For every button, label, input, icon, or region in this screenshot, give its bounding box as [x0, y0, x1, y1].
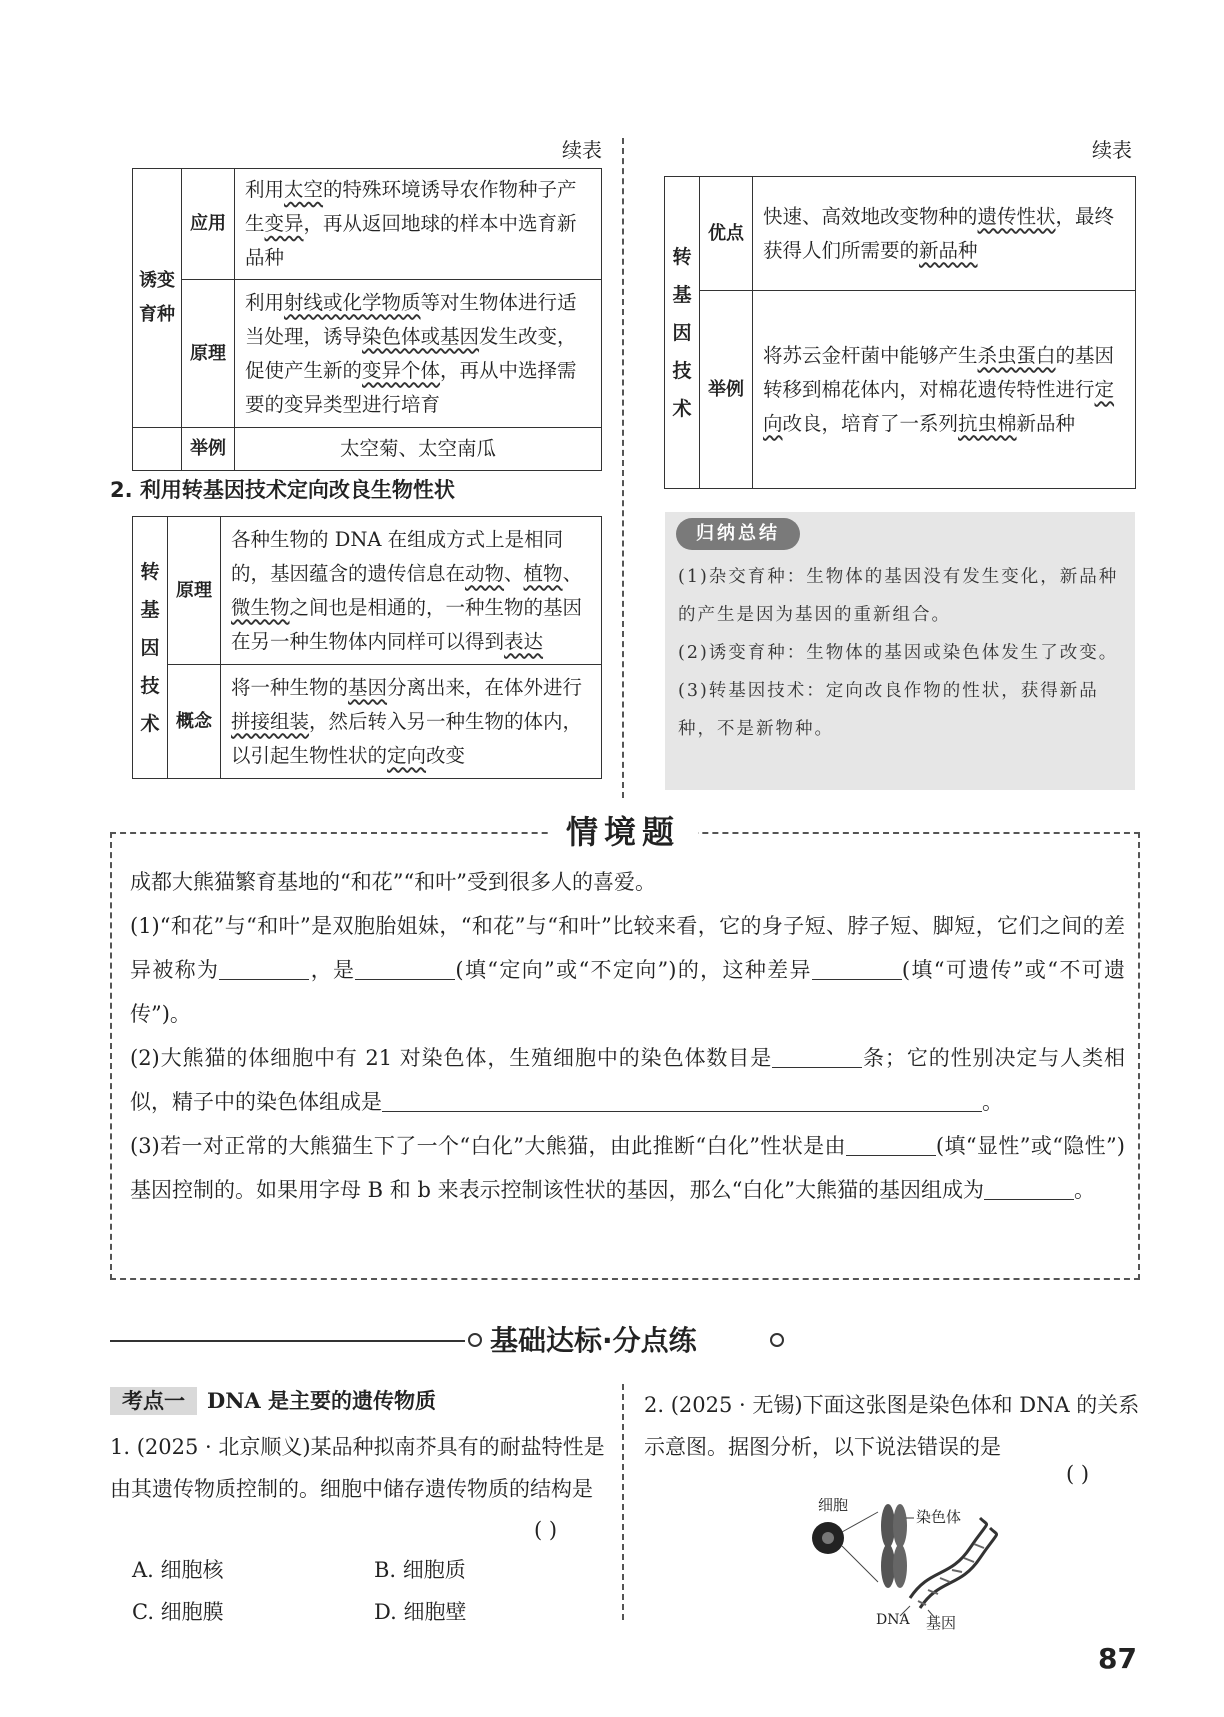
figure-label-chromosome: 染色体 — [916, 1508, 962, 1526]
answer-blank[interactable] — [984, 1178, 1074, 1200]
summary-tag: 归纳总结 — [676, 518, 800, 550]
cell-icon — [812, 1522, 844, 1554]
row-content: 利用射线或化学物质等对生物体进行适当处理，诱导染色体或基因发生改变，促使产生新的变异个体，再从中选择需要的变异类型进行培育 — [235, 280, 602, 428]
answer-blank[interactable] — [219, 958, 309, 980]
section-banner — [110, 1320, 1140, 1362]
answer-paren[interactable]: ( ) — [534, 1518, 558, 1542]
table-group-label: 转 基 因 技 术 — [133, 517, 168, 779]
answer-blank[interactable] — [382, 1090, 982, 1112]
answer-blank[interactable] — [772, 1046, 862, 1068]
scenario-text — [130, 860, 1125, 1212]
row-content: 各种生物的 DNA 在组成方式上是相同的，基因蕴含的遗传信息在动物、植物、微生物之间也是相通的，一种生物的基因在另一种生物体内同样可以得到表达 — [221, 517, 602, 665]
summary-item: (2)诱变育种：生物体的基因或染色体发生了改变。 — [678, 643, 1119, 663]
table-group-label: 诱变育种 — [133, 169, 182, 428]
scenario-title: 情境题 — [548, 808, 698, 856]
scenario-q3: (3)若一对正常的大熊猫生下了一个“白化”大熊猫，由此推断“白化”性状是由 (填“显性”或“隐性”)基因控制的。如果用字母 B 和 b 来表示控制该性状的基因，那么“白化”大熊猫的基因组成为 。 — [130, 1134, 1125, 1202]
row-content: 将苏云金杆菌中能够产生杀虫蛋白的基因转移到棉花体内，对棉花遗传特性进行定向改良，培育了一系列抗虫棉新品种 — [753, 291, 1136, 489]
option-a[interactable]: A. 细胞核 — [132, 1558, 224, 1582]
continued-label: 续表 — [1092, 138, 1132, 162]
summary-item: (3)转基因技术：定向改良作物的性状，获得新品种，不是新物种。 — [678, 681, 1099, 739]
row-head: 举例 — [182, 428, 235, 471]
figure-label-gene: 基因 — [926, 1614, 957, 1630]
row-content: 快速、高效地改变物种的遗传性状，最终获得人们所需要的新品种 — [753, 177, 1136, 291]
question-2-stem: 2. (2025 · 无锡)下面这张图是染色体和 DNA 的关系示意图。据图分析，以下说法错误的是 — [644, 1393, 1140, 1459]
answer-paren[interactable]: ( ) — [1066, 1462, 1090, 1486]
row-head: 概念 — [168, 665, 221, 779]
row-head: 应用 — [182, 169, 235, 280]
scenario-intro: 成都大熊猫繁育基地的“和花”“和叶”受到很多人的喜爱。 — [130, 870, 656, 894]
answer-blank[interactable] — [846, 1134, 936, 1156]
column-divider — [622, 138, 624, 798]
banner-dot — [770, 1333, 784, 1347]
summary-item: (1)杂交育种：生物体的基因没有发生变化，新品种的产生是因为基因的重新组合。 — [678, 567, 1119, 625]
continued-label: 续表 — [562, 138, 602, 162]
chromosome-dna-figure — [800, 1498, 1030, 1630]
row-head: 原理 — [168, 517, 221, 665]
row-content: 利用太空的特殊环境诱导农作物种子产生变异，再从返回地球的样本中选育新品种 — [235, 169, 602, 280]
dna-helix-icon — [910, 1518, 997, 1608]
chromosome-icon — [881, 1504, 907, 1588]
summary-text — [678, 558, 1126, 748]
row-content: 将一种生物的基因分离出来，在体外进行拼接组装，然后转入另一种生物的体内，以引起生物性状的定向改变 — [221, 665, 602, 779]
row-content: 太空菊、太空南瓜 — [235, 428, 602, 471]
figure-label-cell: 细胞 — [818, 1498, 849, 1514]
banner-line — [110, 1340, 465, 1342]
table-group-label: 转 基 因 技 术 — [665, 177, 700, 489]
answer-blank[interactable] — [812, 958, 902, 980]
row-head: 举例 — [700, 291, 753, 489]
banner-title: 基础达标·分点练 — [490, 1324, 697, 1357]
column-divider — [622, 1384, 624, 1620]
section-heading: 2. 利用转基因技术定向改良生物性状 — [110, 478, 455, 502]
row-head: 原理 — [182, 280, 235, 428]
transgenic-table — [132, 516, 602, 779]
option-b[interactable]: B. 细胞质 — [374, 1558, 466, 1582]
topic-heading: 考点一 DNA 是主要的遗传物质 — [110, 1384, 436, 1418]
option-c[interactable]: C. 细胞膜 — [132, 1600, 224, 1624]
scenario-q1: (1)“和花”与“和叶”是双胞胎姐妹，“和花”与“和叶”比较来看，它的身子短、脖子短、脚短，它们之间的差异被称为 ，是 (填“定向”或“不定向”)的，这种差异 (填“可遗传”或“不可遗传”)。 — [130, 914, 1126, 1026]
page-number: 87 — [1098, 1642, 1137, 1675]
mutation-breeding-table — [132, 168, 602, 471]
transgenic-table-continued — [664, 176, 1136, 489]
banner-dot — [468, 1333, 482, 1347]
figure-label-dna: DNA — [876, 1612, 910, 1628]
answer-blank[interactable] — [355, 958, 455, 980]
question-1-stem: 1. (2025 · 北京顺义)某品种拟南芥具有的耐盐特性是由其遗传物质控制的。细胞中储存遗传物质的结构是 — [110, 1435, 605, 1501]
option-d[interactable]: D. 细胞壁 — [374, 1600, 467, 1624]
row-head: 优点 — [700, 177, 753, 291]
scenario-q2: (2)大熊猫的体细胞中有 21 对染色体，生殖细胞中的染色体数目是 条；它的性别决定与人类相似，精子中的染色体组成是 。 — [130, 1046, 1125, 1114]
